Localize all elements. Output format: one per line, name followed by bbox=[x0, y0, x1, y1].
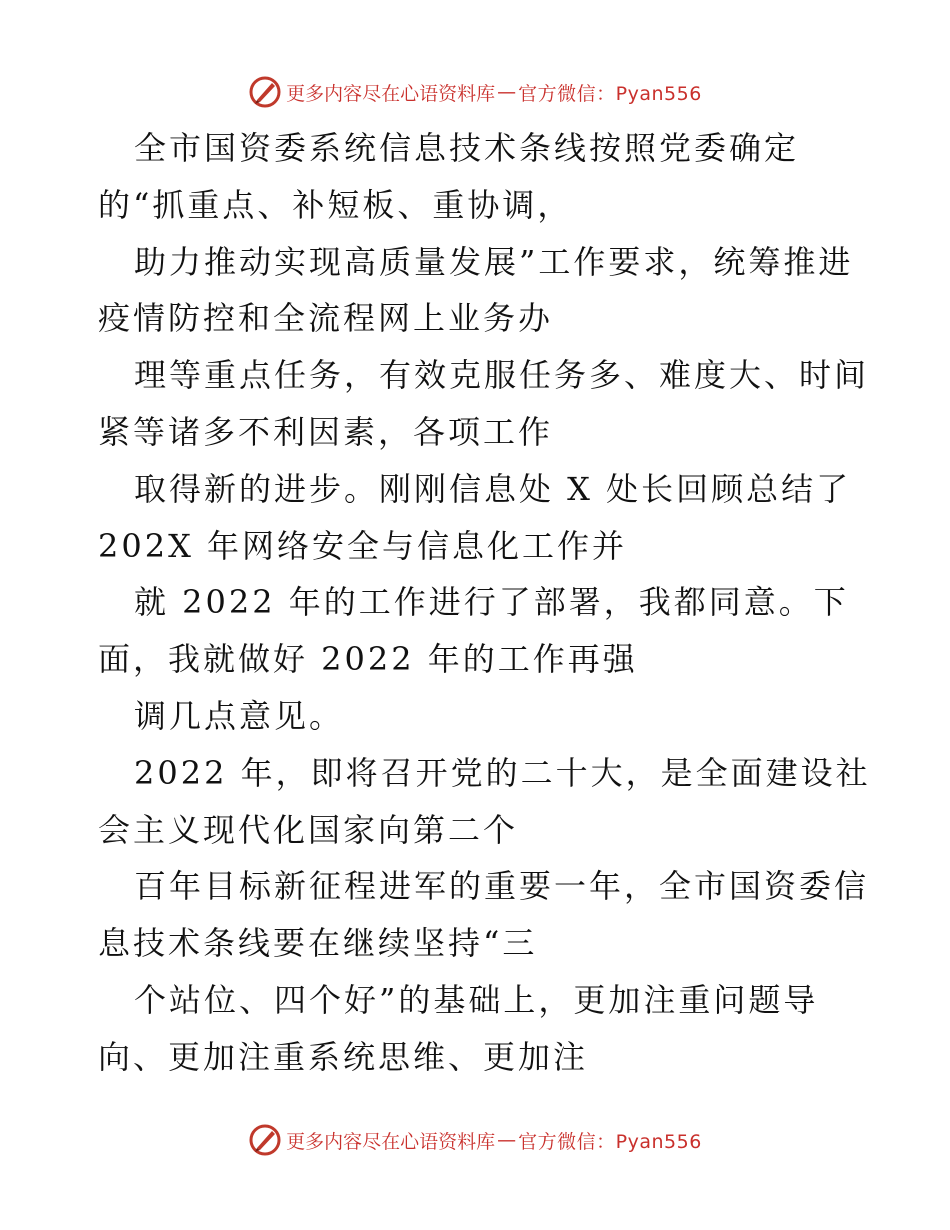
header-label: 更多内容尽在心语资料库 bbox=[286, 82, 496, 105]
body-line: 的“抓重点、补短板、重协调， bbox=[98, 185, 573, 224]
body-line: 理等重点任务，有效克服任务多、难度大、时间 bbox=[134, 356, 870, 395]
body-line: 百年目标新征程进军的重要一年，全市国资委信 bbox=[134, 867, 870, 906]
body-line: 202X 年网络安全与信息化工作并 bbox=[98, 526, 628, 565]
body-line: 就 2022 年的工作进行了部署，我都同意。下 bbox=[134, 583, 849, 622]
footer-banner bbox=[0, 1120, 950, 1160]
quill-pen-logo-icon bbox=[248, 1123, 282, 1157]
footer-account: 官方微信：Pyan556 bbox=[518, 1130, 702, 1153]
body-line: 息技术条线要在继续坚持“三 bbox=[98, 924, 538, 963]
header-banner bbox=[0, 72, 950, 112]
body-line: 全市国资委系统信息技术条线按照党委确定 bbox=[134, 129, 800, 167]
body-line: 面，我就做好 2022 年的工作再强 bbox=[98, 640, 638, 679]
body-line: 向、更加注重系统思维、更加注 bbox=[98, 1037, 589, 1076]
footer-label: 更多内容尽在心语资料库 bbox=[286, 1130, 496, 1153]
document-body bbox=[98, 120, 871, 1086]
body-line: 取得新的进步。刚刚信息处 X 处长回顾总结了 bbox=[134, 469, 852, 508]
body-line: 2022 年，即将召开党的二十大，是全面建设社 bbox=[134, 753, 871, 792]
body-line: 会主义现代化国家向第二个 bbox=[98, 810, 519, 849]
body-line: 助力推动实现高质量发展”工作要求，统筹推进 bbox=[134, 242, 854, 281]
body-line: 调几点意见。 bbox=[134, 696, 345, 735]
header-dash: — bbox=[497, 81, 517, 103]
footer-dash: — bbox=[497, 1129, 517, 1151]
body-line: 紧等诸多不利因素，各项工作 bbox=[98, 412, 554, 451]
quill-pen-logo-icon bbox=[248, 75, 282, 109]
body-line: 疫情防控和全流程网上业务办 bbox=[98, 299, 554, 338]
header-account: 官方微信：Pyan556 bbox=[518, 82, 702, 105]
body-line: 个站位、四个好”的基础上，更加注重问题导 bbox=[134, 980, 819, 1019]
